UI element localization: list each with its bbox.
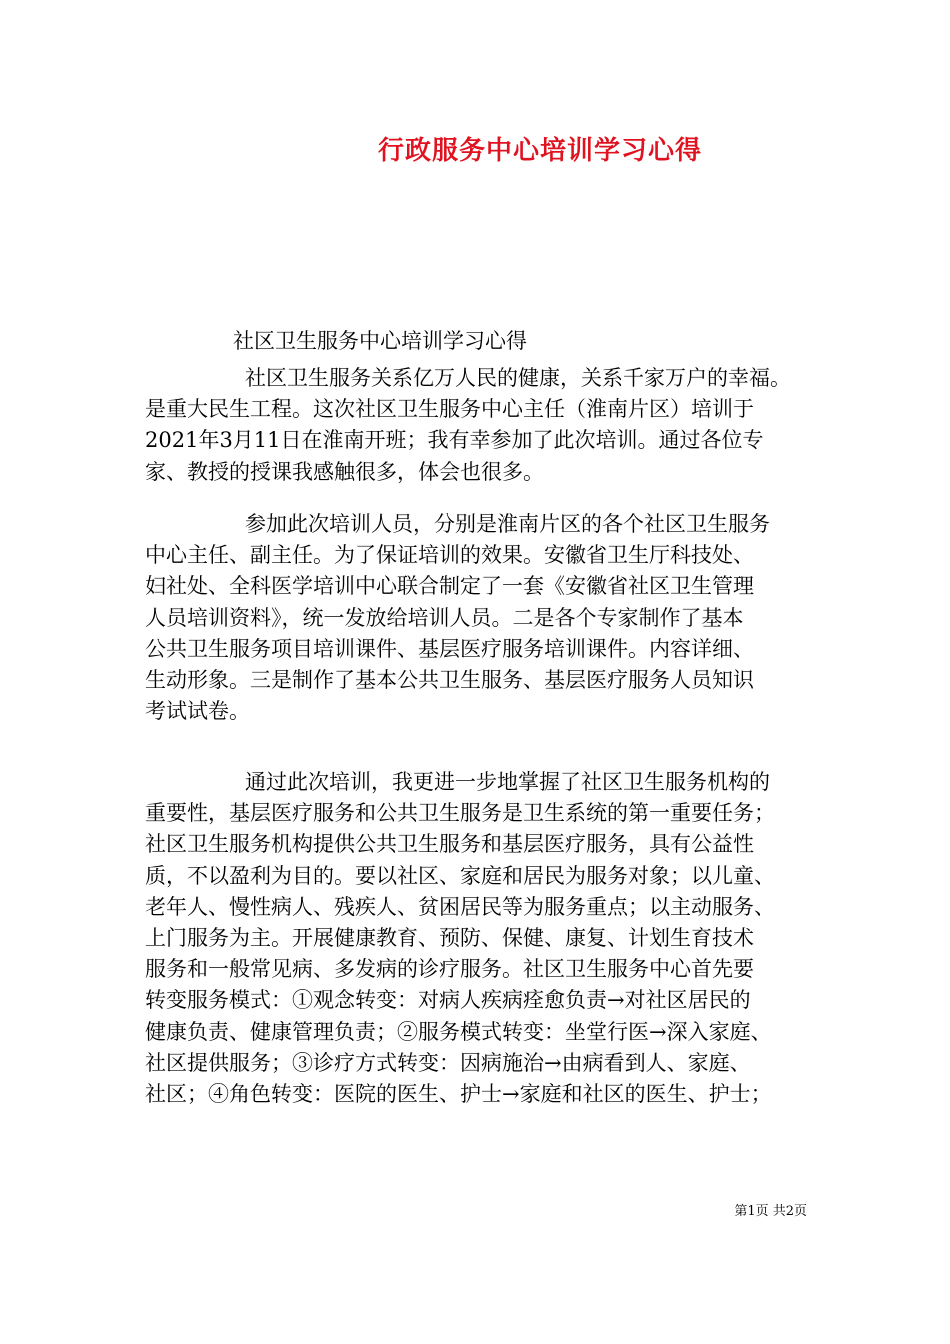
paragraph-line: 考试试卷。 (145, 699, 250, 724)
paragraph-line: 公共卫生服务项目培训课件、基层医疗服务培训课件。内容详细、 (145, 636, 754, 661)
paragraph-line: 生动形象。三是制作了基本公共卫生服务、基层医疗服务人员知识 (145, 668, 754, 693)
paragraph-line: 社区提供服务；③诊疗方式转变：因病施治→由病看到人、家庭、 (145, 1050, 751, 1075)
paragraph-line: 服务和一般常见病、多发病的诊疗服务。社区卫生服务中心首先要 (145, 957, 754, 982)
paragraph-line: 社区卫生服务机构提供公共卫生服务和基层医疗服务，具有公益性 (145, 832, 754, 857)
document-subtitle: 社区卫生服务中心培训学习心得 (233, 329, 527, 353)
paragraph-line: 妇社处、全科医学培训中心联合制定了一套《安徽省社区卫生管理 (145, 574, 754, 599)
paragraph-line: 社区卫生服务关系亿万人民的健康，关系千家万户的幸福。 (245, 366, 791, 390)
paragraph-line: 质，不以盈利为目的。要以社区、家庭和居民为服务对象；以儿童、 (145, 863, 775, 888)
paragraph-line: 通过此次培训，我更进一步地掌握了社区卫生服务机构的 (245, 770, 770, 794)
paragraph-2 (145, 509, 825, 727)
paragraph-3 (145, 767, 825, 1110)
paragraph-line: 中心主任、副主任。为了保证培训的效果。安徽省卫生厅科技处、 (145, 543, 754, 568)
paragraph-line: 人员培训资料》，统一发放给培训人员。二是各个专家制作了基本 (145, 605, 744, 630)
paragraph-line: 是重大民生工程。这次社区卫生服务中心主任（淮南片区）培训于 (145, 397, 754, 422)
paragraph-line: 转变服务模式：①观念转变：对病人疾病痊愈负责→对社区居民的 (145, 988, 751, 1013)
paragraph-line: 健康负责、健康管理负责；②服务模式转变：坐堂行医→深入家庭、 (145, 1019, 772, 1044)
paragraph-1 (145, 363, 825, 488)
paragraph-line: 上门服务为主。开展健康教育、预防、保健、康复、计划生育技术 (145, 926, 754, 951)
paragraph-line: 参加此次培训人员，分别是淮南片区的各个社区卫生服务 (245, 512, 770, 536)
paragraph-line: 老年人、慢性病人、残疾人、贫困居民等为服务重点；以主动服务、 (145, 894, 775, 919)
paragraph-line: 社区；④角色转变：医院的医生、护士→家庭和社区的医生、护士； (145, 1082, 772, 1107)
page-footer: 第1页 共2页 (734, 1204, 807, 1219)
document-title: 行政服务中心培训学习心得 (377, 136, 702, 166)
paragraph-line: 家、教授的授课我感触很多，体会也很多。 (145, 459, 544, 484)
paragraph-line: 重要性，基层医疗服务和公共卫生服务是卫生系统的第一重要任务； (145, 801, 775, 826)
paragraph-line: 2021年3月11日在淮南开班；我有幸参加了此次培训。通过各位专 (145, 428, 764, 453)
